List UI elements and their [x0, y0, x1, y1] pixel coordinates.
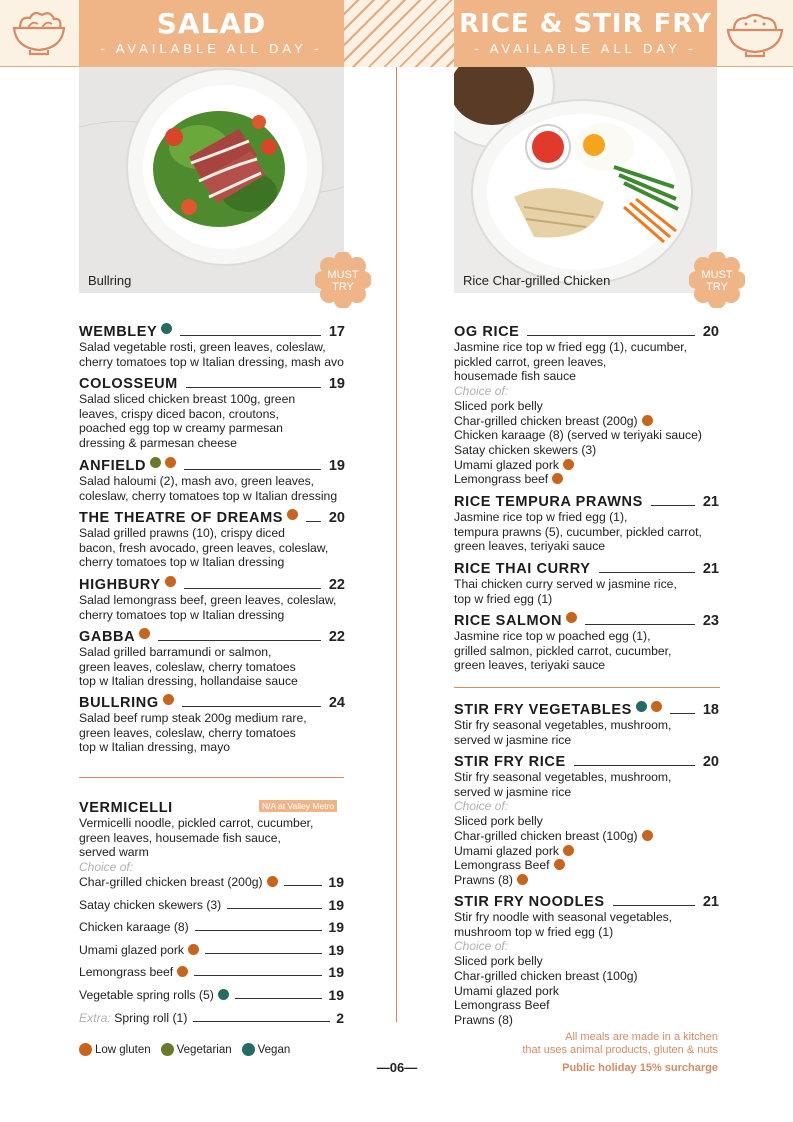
- diet-markers: [135, 625, 150, 643]
- low-gluten-dot: [552, 473, 563, 484]
- menu-item: [454, 323, 719, 487]
- item-header: [79, 457, 345, 474]
- item-header: [79, 375, 345, 392]
- low-gluten-dot: [79, 1043, 92, 1056]
- menu-item: [454, 753, 719, 888]
- must-try-text-left: MUST TRY: [327, 269, 359, 293]
- legend-label: Low gluten: [95, 1043, 151, 1056]
- menu-item: [454, 493, 719, 554]
- salad-bowl-icon: [8, 6, 70, 58]
- leader-line: [195, 930, 323, 931]
- vermicelli-name: VERMICELLI: [79, 800, 173, 816]
- choice-option: Umami glazed pork: [454, 844, 719, 859]
- vegetarian-dot: [150, 457, 161, 468]
- item-description: Jasmine rice top w fried egg (1), tempura prawns (5), cucumber, pickled carrot, green leaves, teriyaki sauce: [454, 510, 702, 554]
- menu-item: [79, 323, 345, 369]
- rice-title: RICE & STIR FRY: [459, 9, 712, 39]
- low-gluten-dot: [188, 944, 199, 955]
- item-price: 19: [328, 376, 345, 392]
- item-header: [79, 694, 345, 711]
- item-price: 21: [702, 561, 719, 577]
- low-gluten-dot: [554, 859, 565, 870]
- option-label: Char-grilled chicken breast (200g): [79, 875, 263, 890]
- item-description: Salad haloumi (2), mash avo, green leaves, coleslaw, cherry tomatoes top w Italian dressing: [79, 474, 338, 503]
- item-price: 20: [702, 324, 719, 340]
- rice-subtitle: - AVAILABLE ALL DAY -: [474, 41, 697, 56]
- choice-label: Choice of:: [454, 384, 509, 399]
- rice-chicken-photo: [454, 67, 717, 293]
- item-description: Salad lemongrass beef, green leaves, coleslaw, cherry tomatoes top w Italian dressing: [79, 593, 337, 622]
- low-gluten-dot: [287, 509, 298, 520]
- extra-row: [79, 1010, 344, 1026]
- center-divider: [396, 67, 397, 1022]
- item-description: Salad sliced chicken breast 100g, green leaves, crispy diced bacon, croutons, poached egg top w creamy parmesan dressing & parmesan cheese: [79, 392, 296, 451]
- item-description: Salad vegetable rosti, green leaves, coleslaw, cherry tomatoes top w Italian dressing, mash avo: [79, 340, 344, 369]
- choice-option: Satay chicken skewers (3): [454, 442, 597, 457]
- rice-header: [454, 0, 717, 67]
- vermicelli-option: [79, 964, 344, 980]
- item-price: 21: [702, 494, 719, 510]
- extra-item: Spring roll (1): [114, 1011, 188, 1026]
- item-name: STIR FRY VEGETABLES: [454, 702, 632, 718]
- salad-header: [79, 0, 344, 67]
- vermicelli-option: [79, 874, 344, 890]
- menu-item: [79, 628, 345, 689]
- low-gluten-dot: [642, 830, 653, 841]
- item-header: [79, 628, 345, 645]
- salad-title: SALAD: [156, 7, 267, 40]
- item-header: [79, 509, 345, 526]
- legend-label: Vegan: [257, 1043, 291, 1056]
- vermicelli-option: [79, 942, 344, 958]
- item-price: 20: [328, 510, 345, 526]
- item-header: [454, 493, 719, 510]
- leader-line: [158, 640, 321, 641]
- legend-label: Vegetarian: [176, 1043, 232, 1056]
- choice-option: Umami glazed pork: [454, 983, 559, 998]
- diet-markers: [159, 691, 174, 709]
- option-price: 19: [328, 964, 344, 980]
- leader-line: [284, 885, 323, 886]
- choice-label: Choice of:: [454, 799, 509, 814]
- diet-markers: [632, 698, 662, 716]
- item-description: Stir fry seasonal vegetables, mushroom, served w jasmine rice: [454, 718, 672, 747]
- vegan-dot: [218, 989, 229, 1000]
- menu-item: [454, 893, 719, 1028]
- must-try-badge-left: [315, 252, 371, 308]
- choice-option: Sliced pork belly: [454, 954, 543, 969]
- must-try-text-right: MUST TRY: [701, 269, 733, 293]
- choice-option: Lemongrass Beef: [454, 998, 550, 1013]
- item-name: RICE TEMPURA PRAWNS: [454, 494, 643, 510]
- low-gluten-dot: [267, 876, 278, 887]
- low-gluten-dot: [563, 459, 574, 470]
- leader-line: [180, 335, 321, 336]
- option-label: Lemongrass beef: [79, 965, 174, 980]
- leader-line: [574, 765, 695, 766]
- vegan-dot: [242, 1043, 255, 1056]
- leader-line: [182, 706, 321, 707]
- vermicelli-option: [79, 987, 344, 1003]
- surcharge-note: Public holiday 15% surcharge: [562, 1062, 718, 1074]
- salad-subtitle: - AVAILABLE ALL DAY -: [100, 41, 323, 56]
- low-gluten-dot: [517, 874, 528, 885]
- option-price: 19: [328, 941, 344, 958]
- item-name: OG RICE: [454, 324, 520, 340]
- item-header: [79, 323, 345, 340]
- choice-option: Sliced pork belly: [454, 398, 543, 413]
- choice-option: Chicken karaage (8) (served w teriyaki sauce): [454, 428, 702, 443]
- vermicelli-option: [79, 919, 344, 935]
- option-price: 19: [328, 986, 344, 1003]
- vermicelli-option: [79, 897, 344, 913]
- leader-line: [235, 998, 323, 999]
- item-name: RICE THAI CURRY: [454, 561, 591, 577]
- salad-plate-image: [79, 67, 344, 293]
- leader-line: [227, 908, 322, 909]
- choice-label: Choice of:: [454, 939, 509, 954]
- item-name: BULLRING: [79, 695, 159, 711]
- option-price: 19: [328, 874, 344, 890]
- choice-option: Prawns (8): [454, 873, 719, 888]
- choice-label: Choice of:: [79, 860, 134, 874]
- leader-line: [205, 953, 322, 954]
- item-price: 21: [702, 894, 719, 910]
- item-price: 23: [702, 613, 719, 629]
- item-header: [454, 560, 719, 577]
- menu-item: [79, 457, 345, 503]
- menu-item: [79, 509, 345, 570]
- vegan-dot: [161, 323, 172, 334]
- leader-line: [186, 387, 321, 388]
- bullring-photo: [79, 67, 344, 293]
- item-price: 22: [328, 629, 345, 645]
- item-name: HIGHBURY: [79, 577, 161, 593]
- dietary-legend: [79, 1043, 300, 1056]
- option-price: 19: [328, 919, 344, 935]
- leader-line: [599, 572, 695, 573]
- rice-plate-image: [454, 67, 717, 293]
- item-name: THE THEATRE OF DREAMS: [79, 510, 284, 526]
- choice-option: Char-grilled chicken breast (100g): [454, 968, 638, 983]
- menu-item: [454, 612, 719, 673]
- item-header: [454, 323, 719, 340]
- leader-line: [184, 469, 321, 470]
- menu-item: [79, 375, 345, 451]
- vegan-dot: [636, 701, 647, 712]
- option-label: Chicken karaage (8): [79, 920, 189, 935]
- choice-option: Char-grilled chicken breast (200g): [454, 414, 719, 429]
- leader-line: [193, 1021, 330, 1022]
- item-price: 22: [328, 577, 345, 593]
- item-name: STIR FRY RICE: [454, 754, 566, 770]
- photo-caption-left: Bullring: [88, 273, 132, 288]
- low-gluten-dot: [177, 966, 188, 977]
- option-label: Umami glazed pork: [79, 942, 184, 957]
- item-name: STIR FRY NOODLES: [454, 894, 605, 910]
- item-name: COLOSSEUM: [79, 376, 178, 392]
- menu-item: [79, 576, 345, 622]
- vermicelli-desc: Vermicelli noodle, pickled carrot, cucumber, green leaves, housemade fish sauce, served warm: [79, 816, 314, 860]
- item-header: [454, 612, 719, 629]
- availability-badge: N/A at Valley Metro: [259, 800, 337, 812]
- item-header: [454, 753, 719, 770]
- item-header: [79, 576, 345, 593]
- item-description: Jasmine rice top w fried egg (1), cucumber, pickled carrot, green leaves, housemade fish sauce: [454, 340, 688, 384]
- low-gluten-dot: [163, 694, 174, 705]
- item-price: 19: [328, 458, 345, 474]
- low-gluten-dot: [165, 576, 176, 587]
- item-description: Stir fry seasonal vegetables, mushroom, served w jasmine rice: [454, 770, 672, 799]
- section-divider: [454, 687, 720, 688]
- option-label: Satay chicken skewers (3): [79, 897, 222, 912]
- menu-item: [454, 560, 719, 606]
- low-gluten-dot: [642, 415, 653, 426]
- photo-caption-right: Rice Char-grilled Chicken: [463, 273, 611, 288]
- choice-option: Lemongrass Beef: [454, 858, 719, 873]
- low-gluten-dot: [563, 845, 574, 856]
- leader-line: [585, 624, 695, 625]
- item-description: Thai chicken curry served w jasmine rice, top w fried egg (1): [454, 577, 677, 606]
- vegetarian-dot: [161, 1043, 174, 1056]
- item-description: Salad grilled prawns (10), crispy diced bacon, fresh avocado, green leaves, coleslaw, cherry tomatoes top w Italian dressing: [79, 526, 329, 570]
- option-label: Vegetable spring rolls (5): [79, 987, 214, 1002]
- diet-markers: [161, 573, 176, 591]
- option-price: 19: [328, 896, 344, 913]
- item-price: 24: [328, 695, 345, 711]
- low-gluten-dot: [651, 701, 662, 712]
- item-description: Jasmine rice top w poached egg (1), grilled salmon, pickled carrot, cucumber, green leaves, teriyaki sauce: [454, 629, 672, 673]
- item-description: Stir fry noodle with seasonal vegetables, mushroom top w fried egg (1): [454, 910, 673, 939]
- leader-line: [527, 335, 694, 336]
- header-stripe: [344, 0, 454, 67]
- extra-label: Extra:: [79, 1011, 111, 1026]
- extra-price: 2: [336, 1010, 344, 1026]
- item-header: [454, 701, 719, 718]
- kitchen-note: All meals are made in a kitchen that uses animal products, gluten & nuts: [522, 1031, 718, 1056]
- diet-markers: [562, 609, 577, 627]
- item-name: ANFIELD: [79, 458, 147, 474]
- menu-item: [454, 701, 719, 747]
- item-price: 18: [702, 702, 719, 718]
- section-divider: [79, 777, 344, 778]
- item-price: 20: [702, 754, 719, 770]
- item-name: WEMBLEY: [79, 324, 158, 340]
- item-price: 17: [328, 324, 345, 340]
- choice-option: Sliced pork belly: [454, 814, 543, 829]
- low-gluten-dot: [566, 612, 577, 623]
- low-gluten-dot: [139, 628, 150, 639]
- menu-item: [79, 694, 345, 755]
- leader-line: [651, 505, 695, 506]
- page-number: —06—: [376, 1060, 418, 1075]
- must-try-badge-right: [689, 252, 745, 308]
- choice-option: Umami glazed pork: [454, 458, 719, 473]
- diet-markers: [157, 320, 172, 338]
- leader-line: [670, 713, 695, 714]
- low-gluten-dot: [165, 457, 176, 468]
- item-header: [454, 893, 719, 910]
- leader-line: [194, 975, 322, 976]
- item-description: Salad grilled barramundi or salmon, green leaves, coleslaw, cherry tomatoes top w Italian dressing, hollandaise sauce: [79, 645, 298, 689]
- choice-option: Lemongrass beef: [454, 472, 719, 487]
- leader-line: [613, 905, 695, 906]
- diet-markers: [283, 506, 298, 524]
- rice-bowl-icon: [724, 6, 786, 58]
- item-description: Salad beef rump steak 200g medium rare, green leaves, coleslaw, cherry tomatoes top w Italian dressing, mayo: [79, 711, 307, 755]
- leader-line: [184, 588, 321, 589]
- diet-markers: [146, 454, 176, 472]
- choice-option: Char-grilled chicken breast (100g): [454, 829, 719, 844]
- leader-line: [306, 521, 321, 522]
- item-name: GABBA: [79, 629, 136, 645]
- choice-option: Prawns (8): [454, 1012, 513, 1027]
- item-name: RICE SALMON: [454, 613, 563, 629]
